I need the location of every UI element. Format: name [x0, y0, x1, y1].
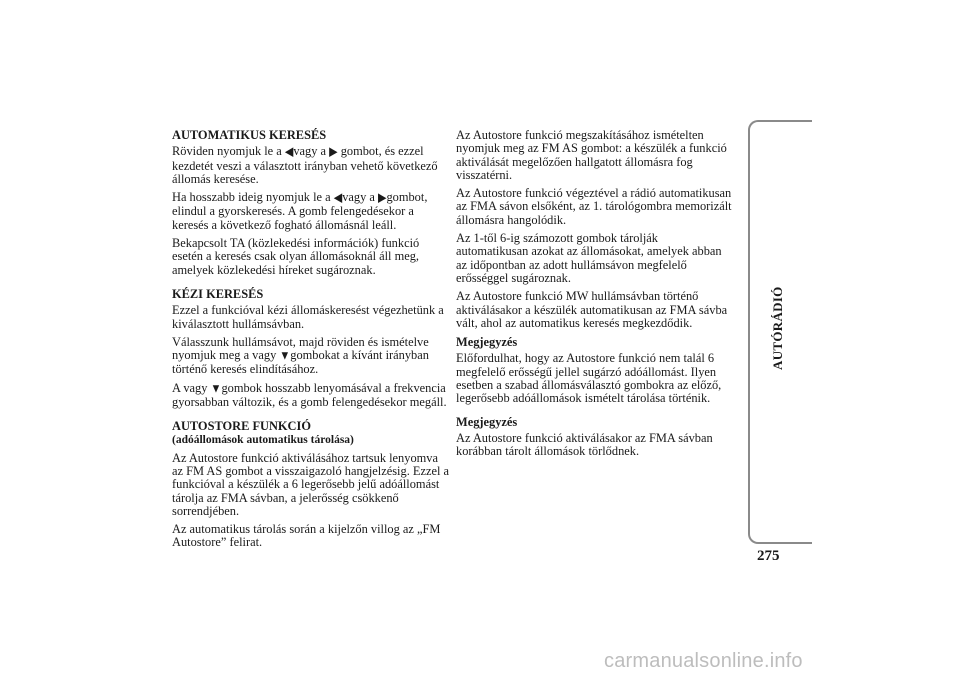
paragraph-autostore-cancel: Az Autostore funkció megszakításához ismételten nyomjuk meg az FM AS gombot: a készülék a funkció aktiválását megelőzően hallgatott állomásra fog visszatérni.: [456, 128, 727, 182]
arrow-left-icon: ◀: [284, 145, 294, 160]
heading-autostore: AUTOSTORE FUNKCIÓ: [172, 419, 311, 434]
paragraph-autostore-display: Az automatikus tárolás során a kijelzőn villog az „FM Autostore” felirat.: [172, 522, 441, 550]
section-tab-cover: [812, 118, 826, 548]
note-text: Az Autostore funkció aktiválásakor az FMA sávban korábban tárolt állomások törlődnek.: [456, 430, 713, 459]
arrow-left-icon: ◀: [333, 191, 343, 205]
paragraph-ta-search: Bekapcsolt TA (közlekedési információk) funkció esetén a keresés csak olyan állomásoknál áll meg, amelyek közlekedési híreket sugároznak.: [172, 236, 420, 277]
arrow-down-icon: ▼: [279, 349, 291, 363]
note-text: Előfordulhat, hogy az Autostore funkció nem talál 6 megfelelő erősségű jellel sugárzó adóállomást. Ilyen esetben a szabad állomásválasztó gombokra az előző, legerősebb adóállomások ismételt tárolása történik.: [456, 351, 722, 406]
paragraph-autostore-mw: Az Autostore funkció MW hullámsávban történő aktiválásakor a készülék automatikusan az FMA sávba vált, ahol az automatikus keresés megkezdődik.: [456, 289, 728, 330]
paragraph-manual-search: Ezzel a funkcióval kézi állomáskeresést végezhetünk a kiválasztott hullámsávban.: [172, 303, 444, 331]
heading-automatic-search: AUTOMATIKUS KERESÉS: [172, 128, 327, 142]
paragraph-automatic-search-long: Ha hosszabb ideig nyomjuk le a ◀vagy a ▶gombot, elindul a gyorskeresés. A gomb felengedésekor a keresés a következő fogható állomásnál leáll.: [172, 190, 428, 232]
note-title: Megjegyzés: [456, 335, 518, 350]
note-title: Megjegyzés: [456, 414, 518, 429]
page-number: 275: [757, 548, 780, 564]
left-column: [172, 129, 450, 555]
paragraph-manual-search-short: Válasszunk hullámsávot, majd röviden és ismételve nyomjuk meg a vagy ▼gombokat a kívánt irányban történő keresés elindításához.: [172, 334, 429, 377]
heading-manual-search: KÉZI KERESÉS: [172, 286, 264, 301]
arrow-right-icon: ▶: [329, 145, 338, 160]
paragraph-preset-buttons: Az 1-től 6-ig számozott gombok tárolják automatikusan azokat az állomásokat, amelyek abban az időpontban az adott hullámsávon megfelelő erősséggel sugároznak.: [456, 231, 722, 285]
paragraph-manual-search-long: A vagy ▼gombok hosszabb lenyomásával a frekvencia gyorsabban változik, és a gomb felengedésekor megáll.: [172, 380, 447, 410]
section-label: AUTÓRÁDIÓ: [770, 286, 785, 370]
arrow-right-icon: ▶: [377, 191, 387, 205]
watermark-text: carmanualsonline.info: [604, 650, 803, 672]
right-column: [456, 129, 732, 464]
paragraph-autostore-end: Az Autostore funkció végeztével a rádió automatikusan az FMA sávon elsőként, az 1. tárológombra memorizált állomásra hangolódik.: [456, 186, 732, 227]
arrow-down-icon: ▼: [210, 381, 222, 396]
paragraph-automatic-search-short: Röviden nyomjuk le a ◀vagy a ▶ gombot, és ezzel kezdetét veszi a választott irányban vehető következő állomás keresése.: [172, 144, 438, 186]
paragraph-autostore-activate: Az Autostore funkció aktiválásához tartsuk lenyomva az FM AS gombot a visszaigazoló hangjelzésig. Ezzel a funkcióval a készülék a 6 legerősebb jelű adóállomást tárolja az FMA sávban, a jelerősség csökkenő sorrendjében.: [172, 450, 449, 518]
subheading-autostore: (adóállomások automatikus tárolása): [172, 433, 354, 446]
